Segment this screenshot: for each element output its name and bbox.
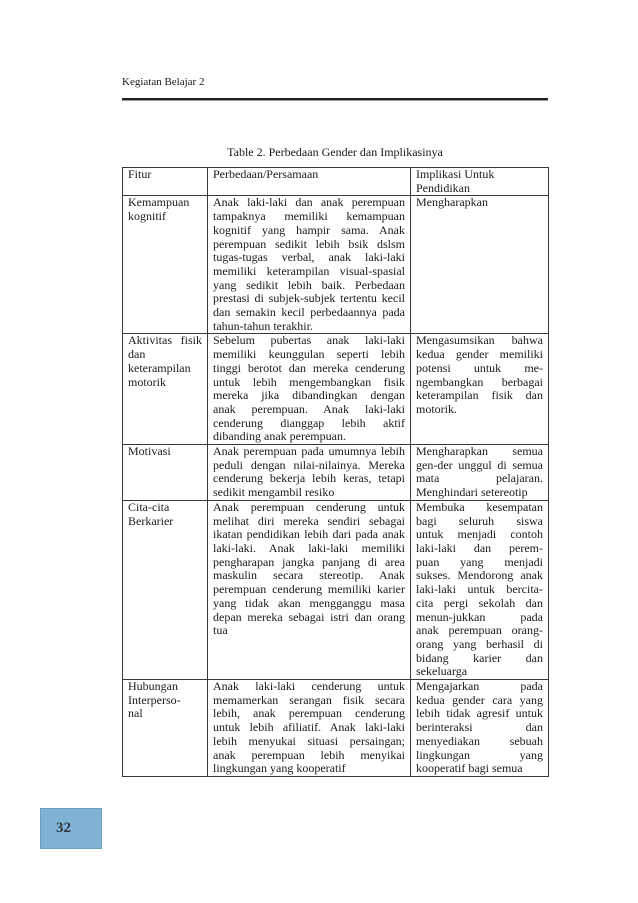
text-line: untuk lebih mengembangkan fisik — [213, 374, 405, 389]
text-line: sukses. Mendorong anak — [416, 568, 543, 583]
cell-perbedaan — [208, 680, 411, 777]
text-line: tampaknya memiliki kemampuan — [213, 209, 405, 224]
text-line: perempuan cenderung memiliki karier — [213, 582, 405, 597]
text-line: laki-laki dan perem- — [416, 540, 543, 555]
text-line: sekeluarga — [416, 664, 468, 679]
table-title: Table 2. Perbedaan Gender dan Implikasinya — [227, 145, 443, 159]
text-line: memiliki keunggulan seperti lebih — [213, 347, 405, 362]
cell-perbedaan — [208, 445, 411, 501]
page-number: 32 — [56, 820, 71, 836]
text-line: motorik. — [416, 401, 457, 416]
text-line: lebih, anak perempuan cenderung — [213, 706, 405, 721]
text-line: pengharapan jangka panjang di area — [213, 554, 405, 569]
cell-perbedaan — [208, 334, 411, 445]
text-line: Cita-cita — [128, 499, 170, 514]
text-line: keterampilan — [128, 360, 191, 375]
text-line: Membuka kesempatan — [416, 499, 543, 514]
header-fitur — [123, 168, 208, 196]
text-line: laki-laki. Anak laki-laki memiliki — [213, 540, 405, 555]
cell-implikasi — [411, 500, 549, 679]
header-implikasi — [411, 168, 549, 196]
text-line: Mengharapkan — [416, 195, 488, 210]
text-line: yang tidak akan mengganggu masa — [213, 595, 405, 610]
text-line: Mengajarkan pada — [416, 679, 543, 694]
text-line: motorik — [128, 374, 166, 389]
text-line: lebih tidak agresif untuk — [416, 706, 543, 721]
text-line: Interperso- — [128, 692, 181, 707]
text-line: maskulin secara stereotip. Anak — [213, 568, 405, 583]
table-row — [123, 445, 549, 501]
text-line: lebih menyukai situasi persaingan; — [213, 733, 405, 748]
cell-implikasi — [411, 196, 549, 334]
text-line: Kemampuan — [128, 195, 190, 210]
text-line: sedikit mengambil resiko — [213, 485, 335, 500]
text-line: mereka jika dibandingkan dengan — [213, 388, 405, 403]
text-line: tahun-tahun terakhir. — [213, 318, 313, 333]
table-header-row — [123, 168, 549, 196]
text-line: bidang karier dan — [416, 650, 543, 665]
cell-fitur — [123, 445, 208, 501]
text-line: mata pelajaran. — [416, 471, 543, 486]
text-line: tua — [213, 623, 228, 638]
text-line: Perbedaan/Persamaan — [213, 167, 319, 181]
table-row — [123, 334, 549, 445]
text-line: Menghindari setereotip — [416, 485, 528, 500]
text-line: puan yang menjadi — [416, 554, 543, 569]
text-line: Anak perempuan cenderung untuk — [213, 499, 405, 514]
text-line: cita pergi sekolah dan — [416, 595, 543, 610]
text-line: Sebelum pubertas anak laki-laki — [213, 333, 405, 348]
running-header: Kegiatan Belajar 2 — [122, 76, 205, 88]
text-line: memamerkan serangan fisik secara — [213, 692, 405, 707]
text-line: Pendidikan — [416, 180, 470, 195]
gender-differences-table — [122, 167, 549, 777]
cell-fitur — [123, 334, 208, 445]
text-line: cenderung bekerja lebih keras, tetapi — [213, 471, 405, 486]
text-line: anak perempuan orang- — [416, 623, 543, 638]
text-line: Anak perempuan pada umumnya lebih — [213, 444, 405, 459]
text-line: cenderung dianggap lebih aktif — [213, 415, 405, 430]
text-line: ikatan pendidikan lebih dari pada anak — [213, 527, 405, 542]
text-line: kooperatif bagi semua — [416, 761, 523, 776]
text-line: anak perempuan. Anak laki-laki — [213, 401, 405, 416]
cell-perbedaan — [208, 196, 411, 334]
text-line: perempuan sedikit lebih bsik dslsm — [213, 236, 405, 251]
text-line: Hubungan — [128, 679, 178, 694]
text-line: Implikasi Untuk — [416, 167, 495, 181]
text-line: untuk lebih afiliatif. Anak laki-laki — [213, 720, 405, 735]
text-line: Anak laki-laki cenderung untuk — [213, 679, 405, 694]
text-line: Mengharapkan semua — [416, 444, 543, 459]
text-line: melihat diri mereka sendiri sebagai — [213, 513, 405, 528]
text-line: menun-jukkan pada — [416, 609, 543, 624]
text-line: tugas-tugas verbal, anak laki-laki — [213, 250, 405, 265]
text-line: lingkungan yang kooperatif — [213, 761, 346, 776]
text-line: kedua gender memiliki — [416, 347, 543, 362]
text-line: Berkarier — [128, 513, 174, 528]
text-line: bagi seluruh siswa — [416, 513, 543, 528]
table-row — [123, 680, 549, 777]
cell-perbedaan — [208, 500, 411, 679]
header-perbedaan — [208, 168, 411, 196]
cell-fitur — [123, 196, 208, 334]
text-line: orang yang berhasil di — [416, 636, 543, 651]
text-line: Fitur — [128, 167, 152, 181]
text-line: memiliki keterampilan visual-spasial — [213, 263, 405, 278]
text-line: lingkungan yang — [416, 747, 543, 762]
table-row — [123, 196, 549, 334]
text-line: keterampilan fisik dan — [416, 388, 543, 403]
text-line: nal — [128, 706, 143, 721]
text-line: kedua gender cara yang — [416, 692, 543, 707]
header-rule — [122, 98, 548, 100]
text-line: dibanding anak perempuan. — [213, 429, 346, 444]
text-line: kognitif — [128, 209, 166, 224]
text-line: prestasi di subjek-subjek tertentu kecil — [213, 291, 405, 306]
text-line: Motivasi — [128, 444, 171, 459]
text-line: ngembangkan berbagai — [416, 374, 543, 389]
text-line: laki-laki untuk bercita- — [416, 582, 543, 597]
text-line: kognitif yang hampir sama. Anak — [213, 222, 405, 237]
text-line: menyediakan sebuah — [416, 733, 543, 748]
cell-fitur — [123, 500, 208, 679]
cell-fitur — [123, 680, 208, 777]
text-line: Anak laki-laki dan anak perempuan — [213, 195, 405, 210]
text-line: gen-der unggul di semua — [416, 457, 543, 472]
cell-implikasi — [411, 334, 549, 445]
text-line: tinggi berotot dan mereka cenderung — [213, 360, 405, 375]
text-line: Mengasumsikan bahwa — [416, 333, 543, 348]
text-line: depan mereka sebagai istri dan orang — [213, 609, 405, 624]
cell-implikasi — [411, 445, 549, 501]
cell-implikasi — [411, 680, 549, 777]
text-line: Aktivitas fisik — [128, 333, 202, 348]
text-line: untuk menjadi contoh — [416, 527, 543, 542]
text-line: peduli dengan nilai-nilainya. Mereka — [213, 457, 405, 472]
page-number-box — [40, 808, 102, 849]
text-line: potensi untuk me- — [416, 360, 543, 375]
text-line: berinteraksi dan — [416, 720, 543, 735]
text-line: anak perempuan lebih menyikai — [213, 747, 405, 762]
table-row — [123, 500, 549, 679]
text-line: dan — [128, 347, 146, 362]
text-line: dan semakin kecil perbedaannya pada — [213, 305, 405, 320]
text-line: yang sedikit lebih baik. Perbedaan — [213, 277, 405, 292]
